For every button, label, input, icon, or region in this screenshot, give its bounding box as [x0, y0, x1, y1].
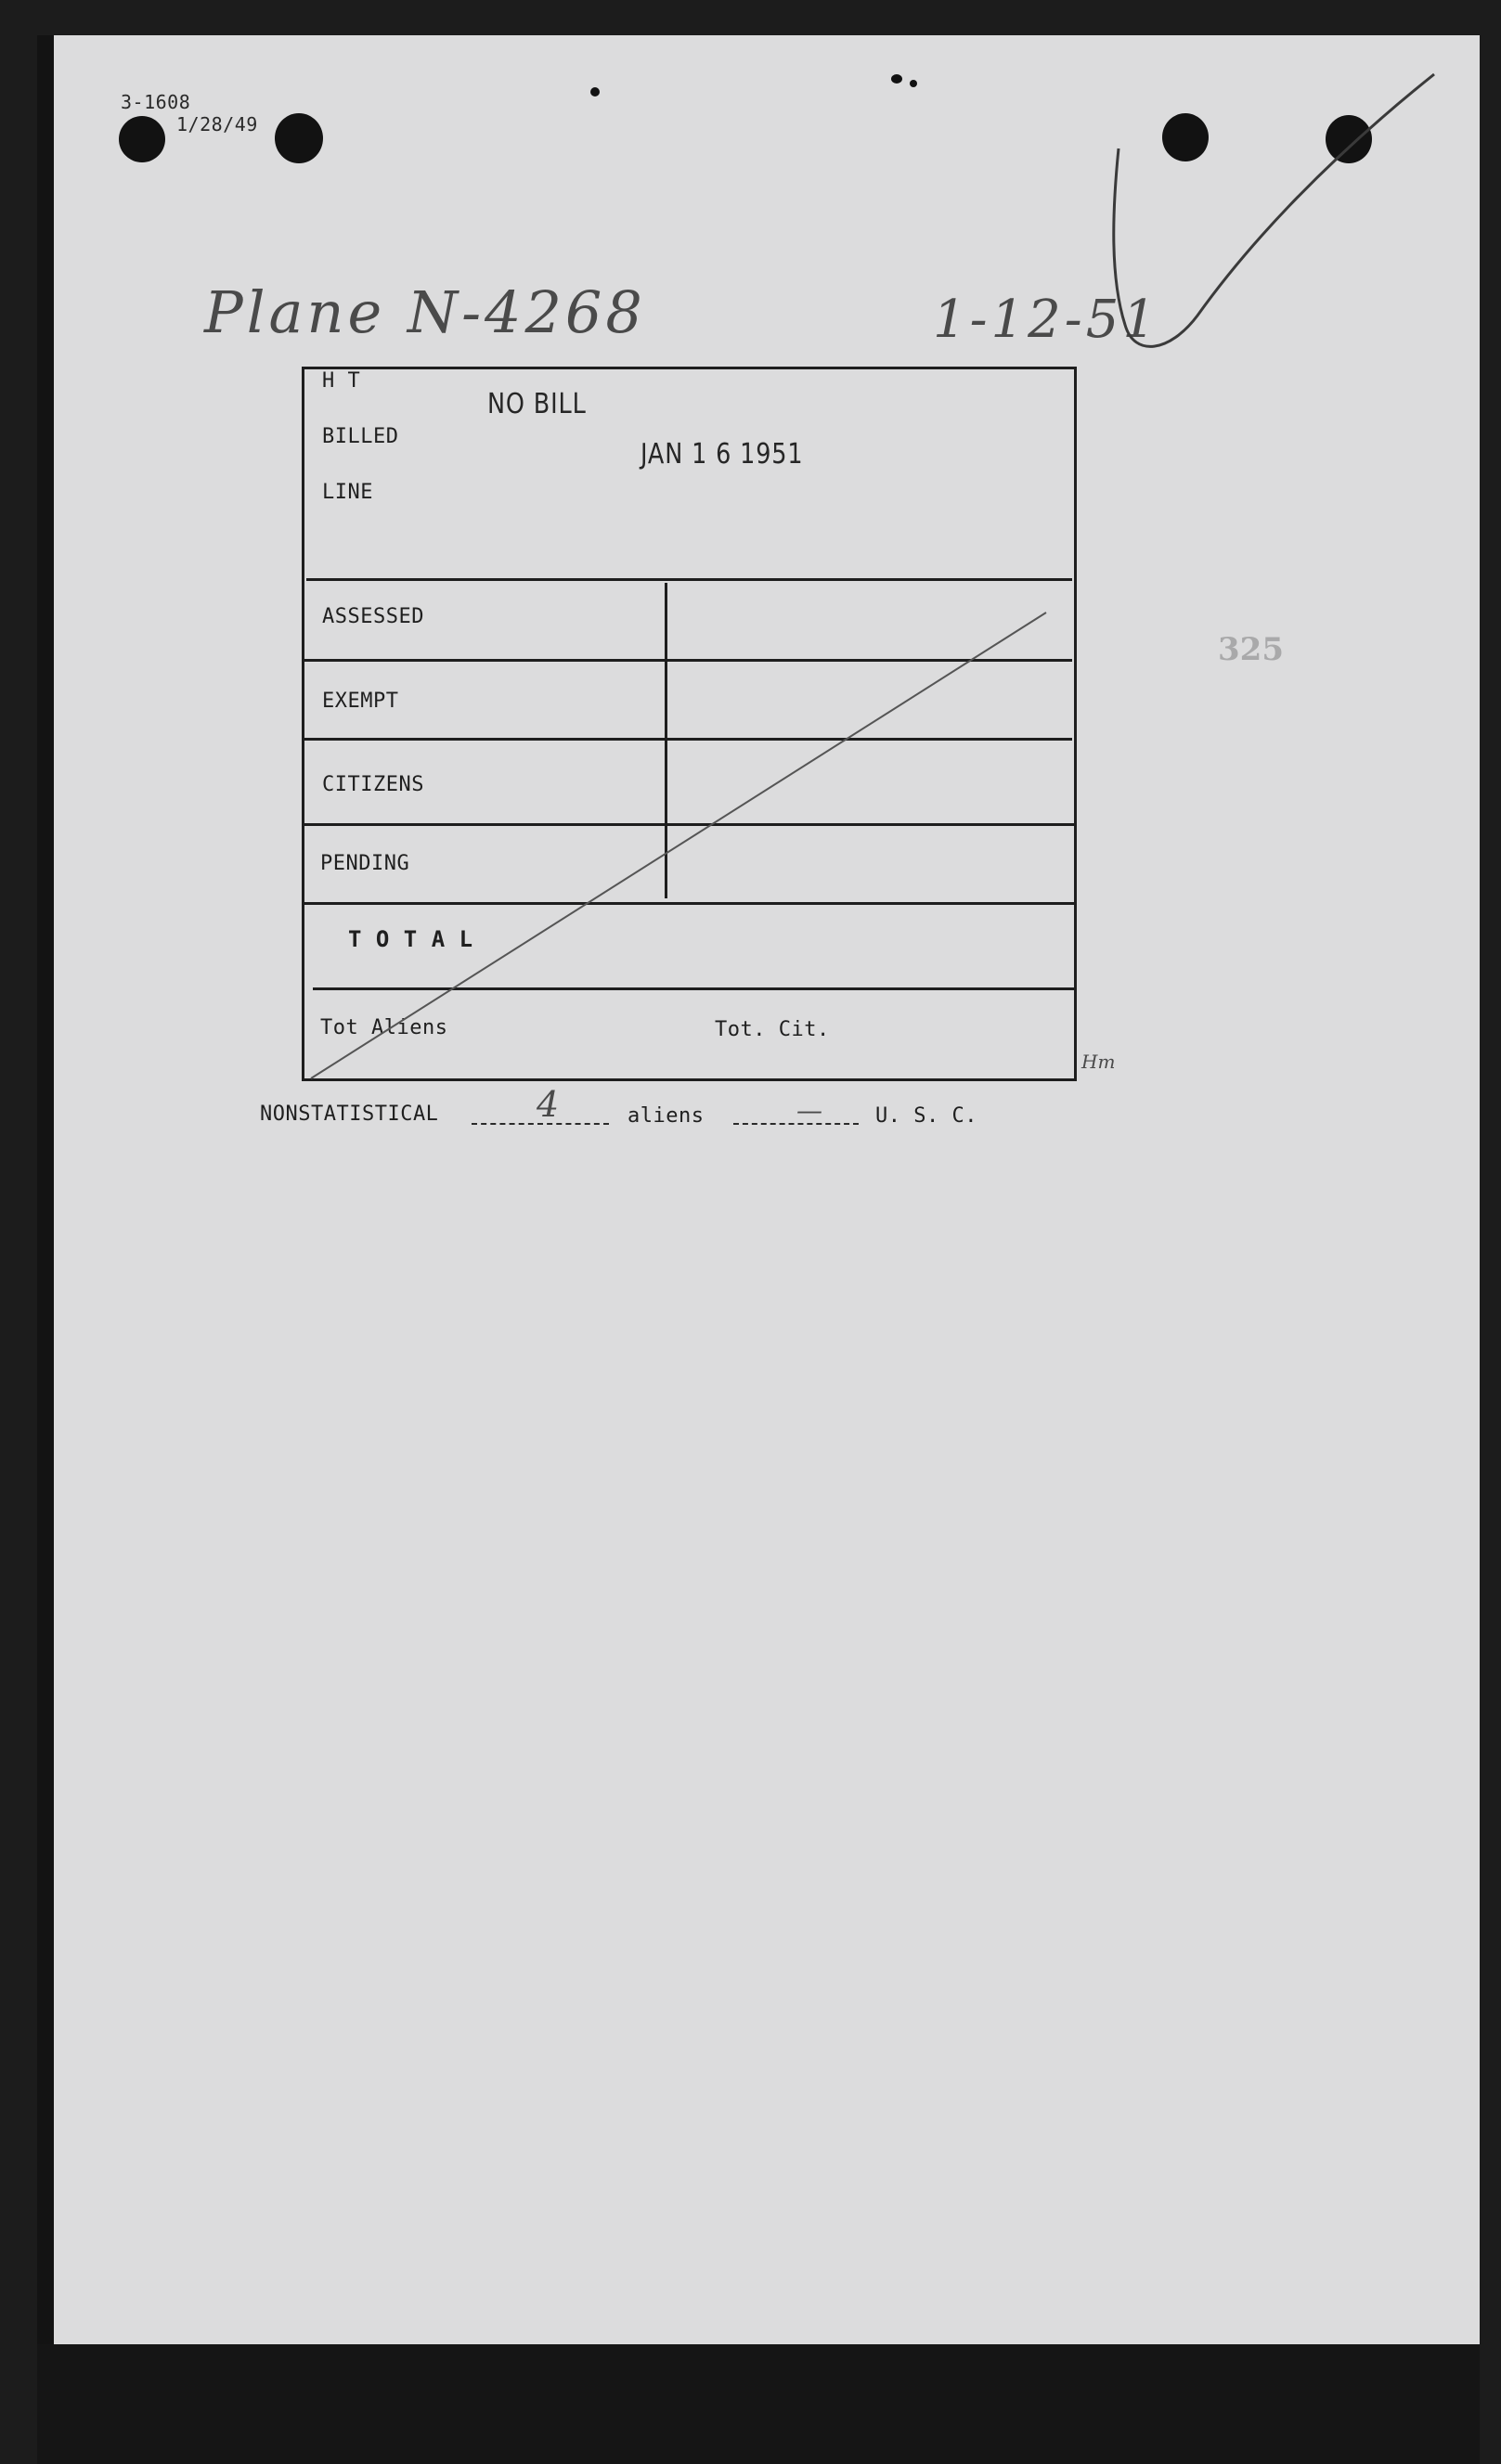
- row-exempt: EXEMPT: [322, 690, 399, 713]
- date-stamp: JAN 1 6 1951: [641, 438, 804, 471]
- plane-label: Plane N-4268: [204, 278, 646, 346]
- label-line: LINE: [322, 481, 373, 504]
- nonstatistical-label: NONSTATISTICAL: [260, 1103, 439, 1126]
- form-date: 1/28/49: [176, 113, 258, 135]
- aliens-value: 4: [537, 1084, 560, 1125]
- no-bill-stamp: NO BILL: [487, 388, 587, 420]
- page-number: 325: [1218, 631, 1284, 668]
- row-pending: PENDING: [320, 852, 410, 875]
- usc-value: —: [796, 1095, 822, 1126]
- row-assessed: ASSESSED: [322, 605, 424, 628]
- initials: Hm: [1081, 1051, 1116, 1073]
- usc-label: U. S. C.: [875, 1104, 977, 1128]
- total-label: T O T A L: [348, 926, 473, 952]
- tot-aliens-label: Tot Aliens: [320, 1016, 448, 1039]
- date-note: 1-12-51: [933, 290, 1159, 350]
- tot-cit-label: Tot. Cit.: [715, 1018, 830, 1041]
- form-number: 3-1608: [121, 91, 191, 113]
- label-billed: BILLED: [322, 425, 399, 448]
- label-ht: H T: [322, 369, 361, 393]
- row-citizens: CITIZENS: [322, 773, 424, 796]
- aliens-label: aliens: [628, 1104, 705, 1128]
